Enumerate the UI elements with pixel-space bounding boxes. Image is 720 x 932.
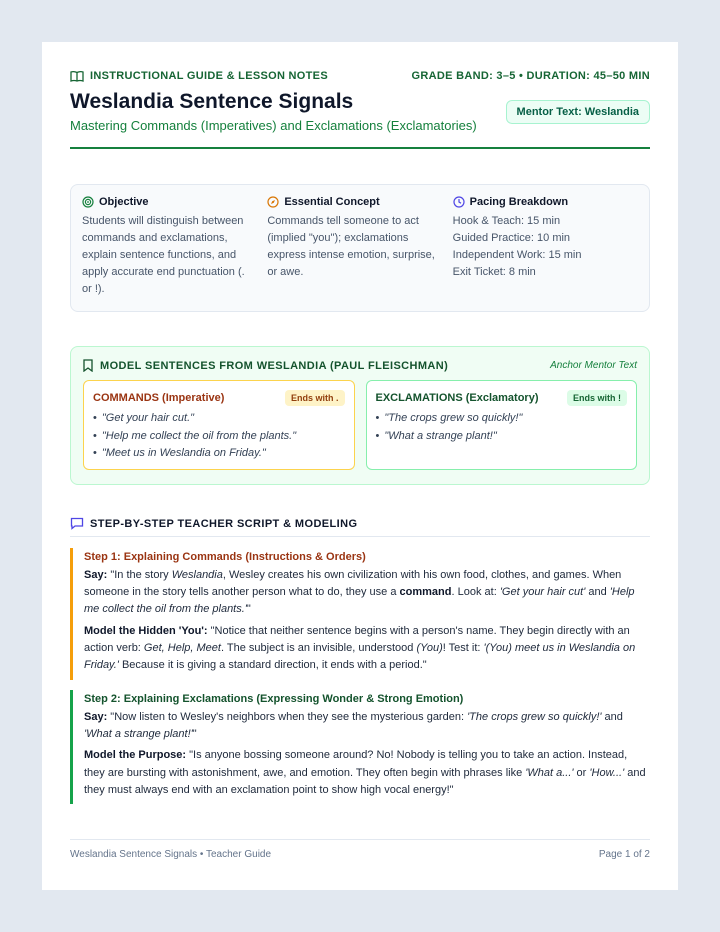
list-item: • "What a strange plant!" [376,428,628,446]
pacing-title: Pacing Breakdown [469,196,569,208]
text-run: and [585,586,610,599]
guide-kicker [70,70,328,82]
target-icon [82,196,94,208]
exclamations-card [366,380,638,470]
text-run: . The subject is an invisible, understood [220,641,417,654]
pacing-column [453,196,638,300]
step-2-say [84,709,650,743]
quote: 'The crops grew so quickly!' [467,711,602,723]
step-1-hidden-you [84,623,650,675]
commands-title: COMMANDS (Imperative) [93,392,225,404]
step-1-block [70,548,650,680]
commands-card [83,380,355,470]
list-item: • "Meet us in Weslandia on Friday." [93,445,345,463]
page-subtitle: Mastering Commands (Imperatives) and Exclamations (Exclamatories) [70,118,477,133]
concept-body: Commands tell someone to act (implied "you"); exclamations express intense emotion, surprise, or awe. [267,215,435,278]
exclamations-title: EXCLAMATIONS (Exclamatory) [375,392,539,404]
purpose-label: Model the Purpose: [84,749,187,762]
concept-title: Essential Concept [284,196,380,208]
bookmark-icon [83,359,93,372]
period-pill: Ends with . [285,390,345,406]
model-heading [83,359,448,372]
pacing-item: Guided Practice: 10 min [452,232,571,244]
page-title: Weslandia Sentence Signals [70,90,354,113]
exclamation-pill: Ends with ! [567,390,627,406]
text-run: " [246,603,251,616]
text-run: "Notice that neither sentence begins with a person's name. They begin directly with an action verb: [84,624,630,654]
anchor-mentor-tag: Anchor Mentor Text [550,360,637,371]
text-run: Because it is giving a standard direction, it ends with a period." [118,659,427,672]
text-run: " [192,728,197,741]
text-run: , Wesley creates his own civilization with his own food, clothes, and games. When someone in the story tells another person what to do, they use a [84,569,622,599]
quote: 'What a...' [525,766,574,779]
quote: 'How...' [589,766,625,779]
step-2-purpose [84,747,650,799]
exclamations-list [376,410,628,445]
step-2-title: Step 2: Explaining Exclamations (Expressing Wonder & Strong Emotion) [84,693,464,705]
verbs: Get, Help, Meet [143,641,221,654]
book-open-icon [70,70,84,82]
model-sentences-panel [70,346,650,485]
compass-icon [267,196,279,208]
script-heading-text: STEP-BY-STEP TEACHER SCRIPT & MODELING [90,517,358,530]
objective-title: Objective [99,196,149,208]
exclamations-card-header [376,390,628,406]
say-label: Say: [84,711,108,723]
footer-left: Weslandia Sentence Signals • Teacher Guide [70,849,272,860]
lesson-overview [70,184,650,312]
list-item: • "Get your hair cut." [93,410,345,428]
mentor-text-badge: Mentor Text: Weslandia [506,100,650,124]
header-top-row [70,70,650,82]
quote: 'Get your hair cut' [499,586,586,599]
model-header [83,359,637,372]
commands-card-header [93,390,345,406]
pacing-heading [453,196,624,208]
text-run: "In the story [110,569,172,581]
script-heading [70,517,650,537]
objective-heading [82,196,253,208]
commands-list [93,410,345,463]
concept-column [267,196,452,300]
text-run: and they must always end with an exclamation point to show high vocal energy!" [84,766,646,796]
pacing-item: Exit Ticket: 8 min [452,266,536,278]
step-2-block [70,690,650,804]
header-divider [70,147,650,149]
text-run: or [573,766,590,779]
quote: '(You) meet us in Weslandia on Friday.' [84,641,636,672]
text-run: "Is anyone bossing someone around? No! Nobody is telling you to take an action. Instead, they are bursting with astonishment, awe, and emotion. They often begin with phrases like [84,749,628,779]
you-subject: (You) [416,641,443,654]
lesson-page [42,42,678,890]
quote: 'What a strange plant!' [84,728,193,741]
pacing-item: Hook & Teach: 15 min [452,215,561,227]
emphasis: command [399,586,452,599]
grade-band: GRADE BAND: 3–5 • DURATION: 45–50 MIN [411,70,650,82]
objective-body: Students will distinguish between commands and exclamations, explain sentence functions, and apply accurate end punctuation (. or !). [82,215,245,295]
step-1-say [84,567,650,619]
pacing-item: Independent Work: 15 min [452,249,582,261]
clock-icon [453,196,465,208]
objective-column [82,196,267,300]
model-heading-text: MODEL SENTENCES FROM WESLANDIA (PAUL FLEISCHMAN) [100,359,449,372]
text-run: ! Test it: [442,641,484,654]
text-run: "Now listen to Wesley's neighbors when they see the mysterious garden: [107,711,468,723]
page-footer [70,839,650,860]
speech-bubble-icon [70,517,84,530]
quote: 'Help me collect the oil from the plants.' [84,586,635,616]
kicker-text: INSTRUCTIONAL GUIDE & LESSON NOTES [90,70,328,82]
book-title: Weslandia [171,569,223,581]
page-number: Page 1 of 2 [598,849,650,860]
text-run: and [601,711,623,723]
say-label: Say: [84,569,108,581]
list-item: • "Help me collect the oil from the plants." [93,428,345,446]
hidden-you-label: Model the Hidden 'You': [84,624,208,637]
sentence-cards [83,380,637,470]
concept-heading [267,196,438,208]
text-run: . Look at: [451,586,500,599]
step-1-title: Step 1: Explaining Commands (Instructions & Orders) [84,551,366,563]
list-item: • "The crops grew so quickly!" [376,410,628,428]
